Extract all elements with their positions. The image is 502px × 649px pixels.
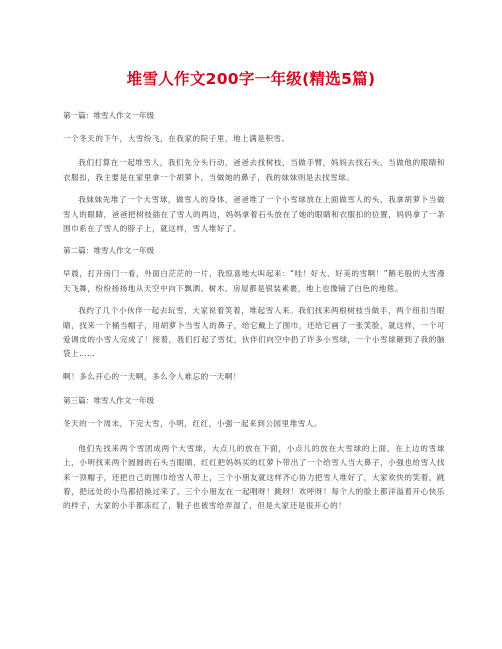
paragraph: 一个冬天的下午，大雪纷飞，在我家的院子里，地上满是积雪。 xyxy=(63,134,290,143)
document-body xyxy=(63,109,445,522)
document-title: 堆雪人作文200字一年级(精选5篇) xyxy=(126,70,376,88)
paragraph: 啊！多么开心的一天啊，多么令人难忘的一天啊！ xyxy=(63,371,242,381)
section-heading-3: 第三篇：堆雪人作文一年级 xyxy=(63,396,155,406)
section-heading-2: 第二篇：堆雪人作文一年级 xyxy=(63,246,155,256)
paragraph: 我约了几个小伙伴一起去玩雪，大家说着笑着，堆起雪人来。我们找来两根树枝当做手，两个纽扣当眼睛，找来一个桶当帽子，用胡萝卜当雪人的鼻子，给它戴上了围巾，还给它画了一张笑脸，就这样，一个可爱调皮的小雪人完成了！接着，我们打起了雪仗，伙伴们向空中扔了许多小雪球，一个小雪球砸到了我的脑袋上…… xyxy=(63,306,445,359)
paragraph: 我们打算在一起堆雪人，我们先分头行动，爸爸去找树枝，当做手臂，妈妈去找石头，当做他的眼睛和衣服扣，我主要是在家里拿一个胡萝卜，当做她的鼻子，我的妹妹则是去找雪球。 xyxy=(63,158,445,182)
paragraph: 他们先找来两个雪团成两个大雪球，大点儿的放在下面，小点儿的放在大雪球的上面，在上边的雪球上，小明找来两个圆圆的石头当眼睛，红红把妈妈买的红萝卜带出了一个给雪人当大鼻子，小强也给雪人找来一顶帽子，还把自己的围巾给雪人带上，三个小朋友就这样齐心协力把雪人堆好了，大家欢快的笑着，跳着，把远处的小鸟都招换过来了。三个小朋友在一起唱呀！跳呀！欢呼呀！每个人的脸上都洋溢着开心快乐的样子，大家的小手都冻红了，鞋子也被雪给弄湿了，但是大家还是很开心的！ xyxy=(63,443,445,511)
paragraph: 我妹妹先堆了一个大雪球，做雪人的身体，爸爸堆了一个小雪球放在上面做雪人的头，我拿胡萝卜当做雪人的眼睛，爸爸把树枝插在了雪人的两边，妈妈拿着石头放在了她的眼睛和衣服扣的位置，妈妈拿了一条围巾系在了雪人的脖子上，就这样，雪人堆好了。 xyxy=(63,195,445,234)
paragraph: 冬天的一个周末，下完大雪，小明，红红，小强一起来到公园里堆雪人。 xyxy=(63,419,322,429)
section-heading-1: 第一篇：堆雪人作文一年级 xyxy=(63,111,155,120)
paragraph: 早晨，打开房门一看，外面白茫茫的一片，我惊喜地大叫起来：“哇！好大、好美的雪啊！”鹅毛般的大雪漫天飞舞，纷纷扬扬地从天空中向下飘洒。树木、房屋都是银装素裹，地上也像铺了白色的地毯。 xyxy=(63,269,445,293)
